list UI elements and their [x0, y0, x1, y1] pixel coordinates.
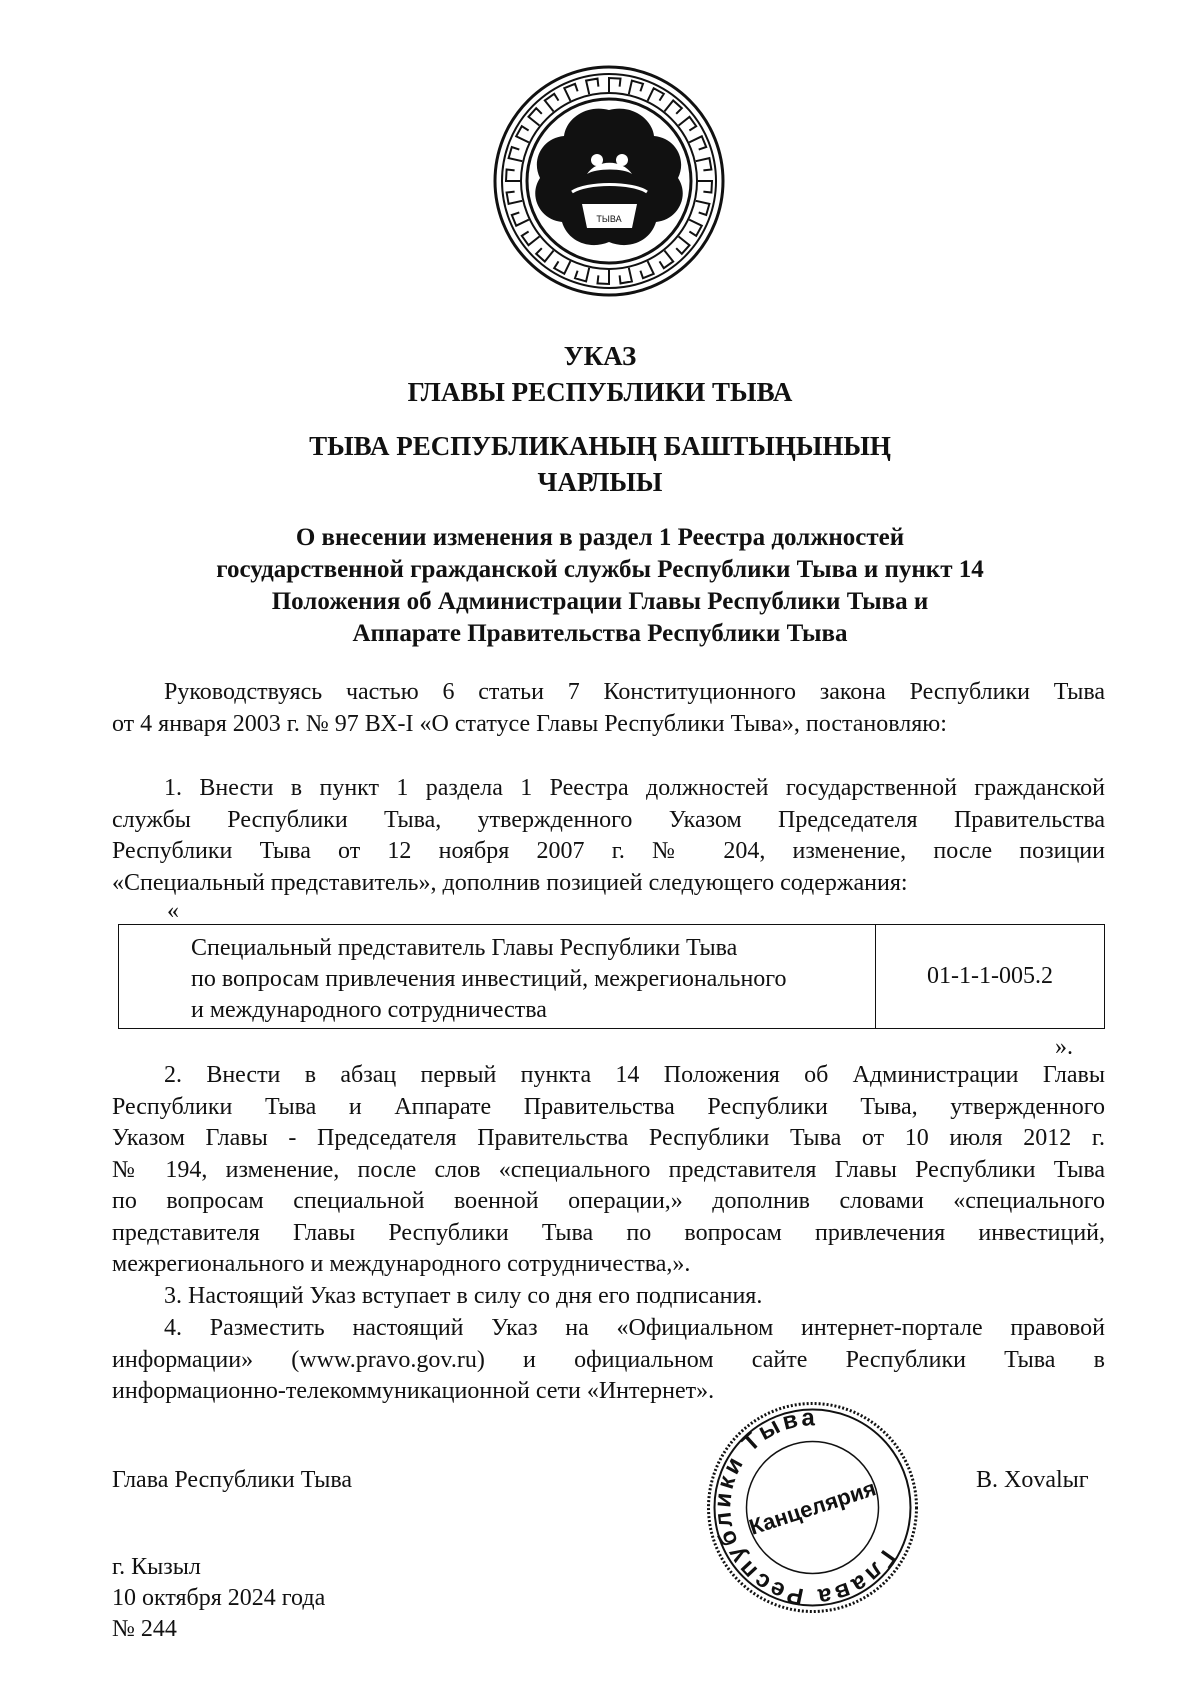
paragraph-line: по вопросам специальной военной операции,» дополнив словами «специального [112, 1188, 1105, 1214]
position-code-cell: 01-1-1-005.2 [927, 963, 1053, 989]
paragraph-line: № 194, изменение, после слов «специального представителя Главы Республики Тыва [112, 1156, 1105, 1183]
paragraph-line: «Специальный представитель», дополнив позицией следующего содержания: [112, 869, 908, 896]
quote-open: « [167, 898, 179, 924]
paragraph-line: информационно-телекоммуникационной сети «Интернет». [112, 1378, 715, 1404]
paragraph-line: межрегионального и международного сотрудничества,». [112, 1251, 691, 1277]
paragraph-line: представителя Главы Республики Тыва по вопросам привлечения инвестиций, [112, 1219, 1105, 1246]
subject-line: О внесении изменения в раздел 1 Реестра должностей [295, 524, 905, 551]
decree-title-tuvan-1: ТЫВА РЕСПУБЛИКАНЫҢ БАШТЫҢЫНЫҢ [309, 431, 891, 461]
position-name-line: Специальный представитель Главы Республики Тыва [191, 935, 738, 961]
paragraph-line: Руководствуясь частью 6 статьи 7 Конституционного закона Республики Тыва [164, 679, 1105, 705]
decree-heading-tuvan [0, 428, 1200, 500]
paragraph-line: 3. Настоящий Указ вступает в силу со дня его подписания. [164, 1283, 763, 1309]
preamble-paragraph [112, 677, 1105, 740]
position-name-line: по вопросам привлечения инвестиций, межрегионального [191, 966, 787, 992]
subject-line: Аппарате Правительства Республики Тыва [352, 620, 848, 647]
paragraph-line: Республики Тыва и Аппарате Правительства Республики Тыва, утвержденного [112, 1093, 1105, 1120]
position-name-cell [119, 925, 876, 1028]
chancellery-stamp [700, 1395, 925, 1620]
decree-title: УКАЗ [563, 341, 637, 371]
paragraph-line: 1. Внести в пункт 1 раздела 1 Реестра должностей государственной гражданской [164, 775, 1105, 801]
position-name-line: и международного сотрудничества [191, 997, 547, 1023]
tuva-coat-of-arms-icon [492, 64, 726, 298]
decree-heading [0, 338, 1200, 410]
quote-close: ». [1055, 1034, 1073, 1060]
item-1-paragraph [112, 773, 1105, 899]
decree-title-tuvan-2: ЧАРЛЫЫ [537, 467, 663, 497]
paragraph-line: от 4 января 2003 г. № 97 ВХ-I «О статусе Главы Республики Тыва», постановляю: [112, 710, 947, 737]
paragraph-line: Республики Тыва от 12 ноября 2007 г. № 204, изменение, после позиции [112, 838, 1105, 864]
item-4-paragraph [112, 1313, 1105, 1408]
subject-line: Положения об Администрации Главы Республики Тыва и [271, 588, 929, 615]
signatory-name: В. Хovalыг [976, 1467, 1089, 1493]
decree-number: № 244 [112, 1616, 177, 1642]
date: 10 октября 2024 года [112, 1585, 326, 1611]
decree-subject [0, 522, 1200, 650]
item-2-paragraph [112, 1060, 1105, 1281]
paragraph-line: 2. Внести в абзац первый пункта 14 Положения об Администрации Главы [164, 1062, 1105, 1088]
paragraph-line: службы Республики Тыва, утвержденного Указом Председателя Правительства [112, 806, 1105, 833]
item-3-paragraph [112, 1281, 1105, 1313]
stamp-ring-text: Глава Республики Тыва [709, 1404, 902, 1611]
inserted-position-table [118, 924, 1105, 1029]
emblem-motto: ТЫВА [596, 214, 622, 224]
stamp-center-text: Канцелярия [746, 1475, 879, 1540]
paragraph-line: информации» (www.pravo.gov.ru) и официальном сайте Республики Тыва в [112, 1346, 1105, 1373]
paragraph-line: Указом Главы - Председателя Правительства Республики Тыва от 10 июля 2012 г. [112, 1125, 1105, 1151]
paragraph-line: 4. Разместить настоящий Указ на «Официальном интернет-портале правовой [164, 1315, 1105, 1341]
place-date-block [112, 1552, 325, 1645]
decree-issuer: ГЛАВЫ РЕСПУБЛИКИ ТЫВА [407, 377, 793, 407]
signatory-position: Глава Республики Тыва [112, 1467, 353, 1493]
city: г. Кызыл [112, 1554, 201, 1580]
subject-line: государственной гражданской службы Республики Тыва и пункт 14 [216, 556, 984, 583]
